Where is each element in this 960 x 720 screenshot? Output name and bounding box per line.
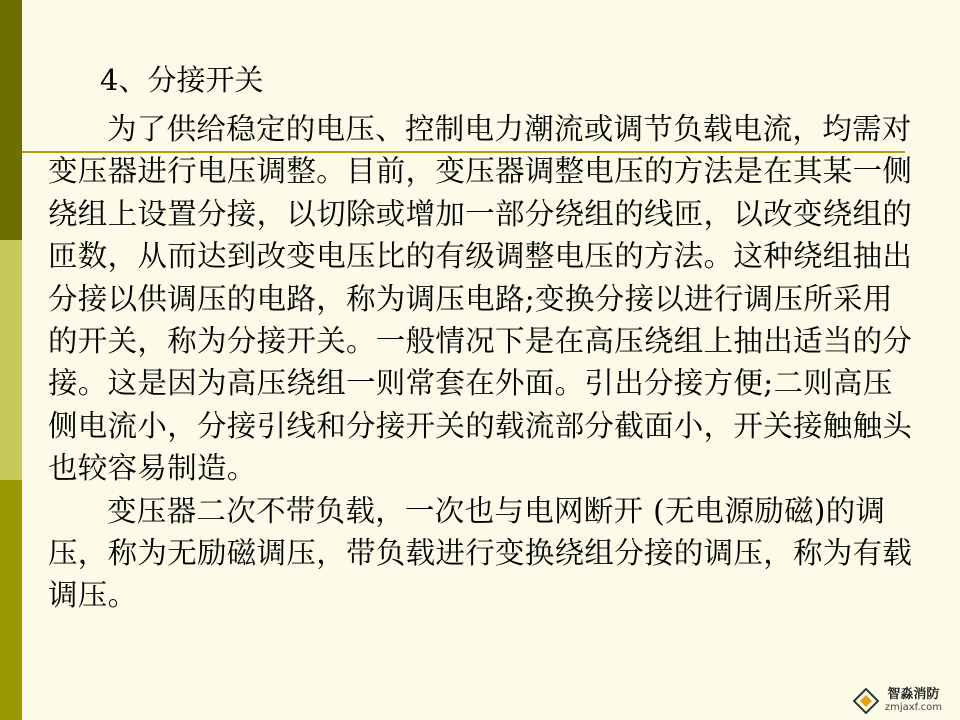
watermark-url: zmjaxf.com [884, 702, 942, 713]
watermark-logo [853, 687, 942, 714]
diamond-logo-icon [853, 688, 879, 714]
left-bar-middle [0, 240, 22, 480]
slide-body [48, 108, 918, 617]
paragraph-2: 变压器二次不带负载，一次也与电网断开 (无电源励磁)的调压，称为无励磁调压，带负载进行变换绕组分接的调压，称为有载调压。 [48, 493, 913, 613]
watermark-name: 智淼消防 [887, 687, 940, 702]
section-heading: 4、分接开关 [100, 63, 264, 97]
left-bar-bottom [0, 480, 22, 720]
left-bar-top [0, 0, 22, 240]
paragraph-1: 为了供给稳定的电压、控制电力潮流或调节负载电流，均需对变压器进行电压调整。目前，变压器调整电压的方法是在其某一侧绕组上设置分接，以切除或增加一部分绕组的线匝，以改变绕组的匝数，从而达到改变电压比的有级调整电压的方法。这种绕组抽出分接以供调压的电路，称为调压电路;变换分接以进行调压所采用的开关，称为分接开关。一般情况下是在高压绕组上抽出适当的分接。这是因为高压绕组一则常套在外面。引出分接方便;二则高压侧电流小，分接引线和分接开关的载流部分截面小，开关接触触头也较容易制造。 [48, 112, 913, 486]
